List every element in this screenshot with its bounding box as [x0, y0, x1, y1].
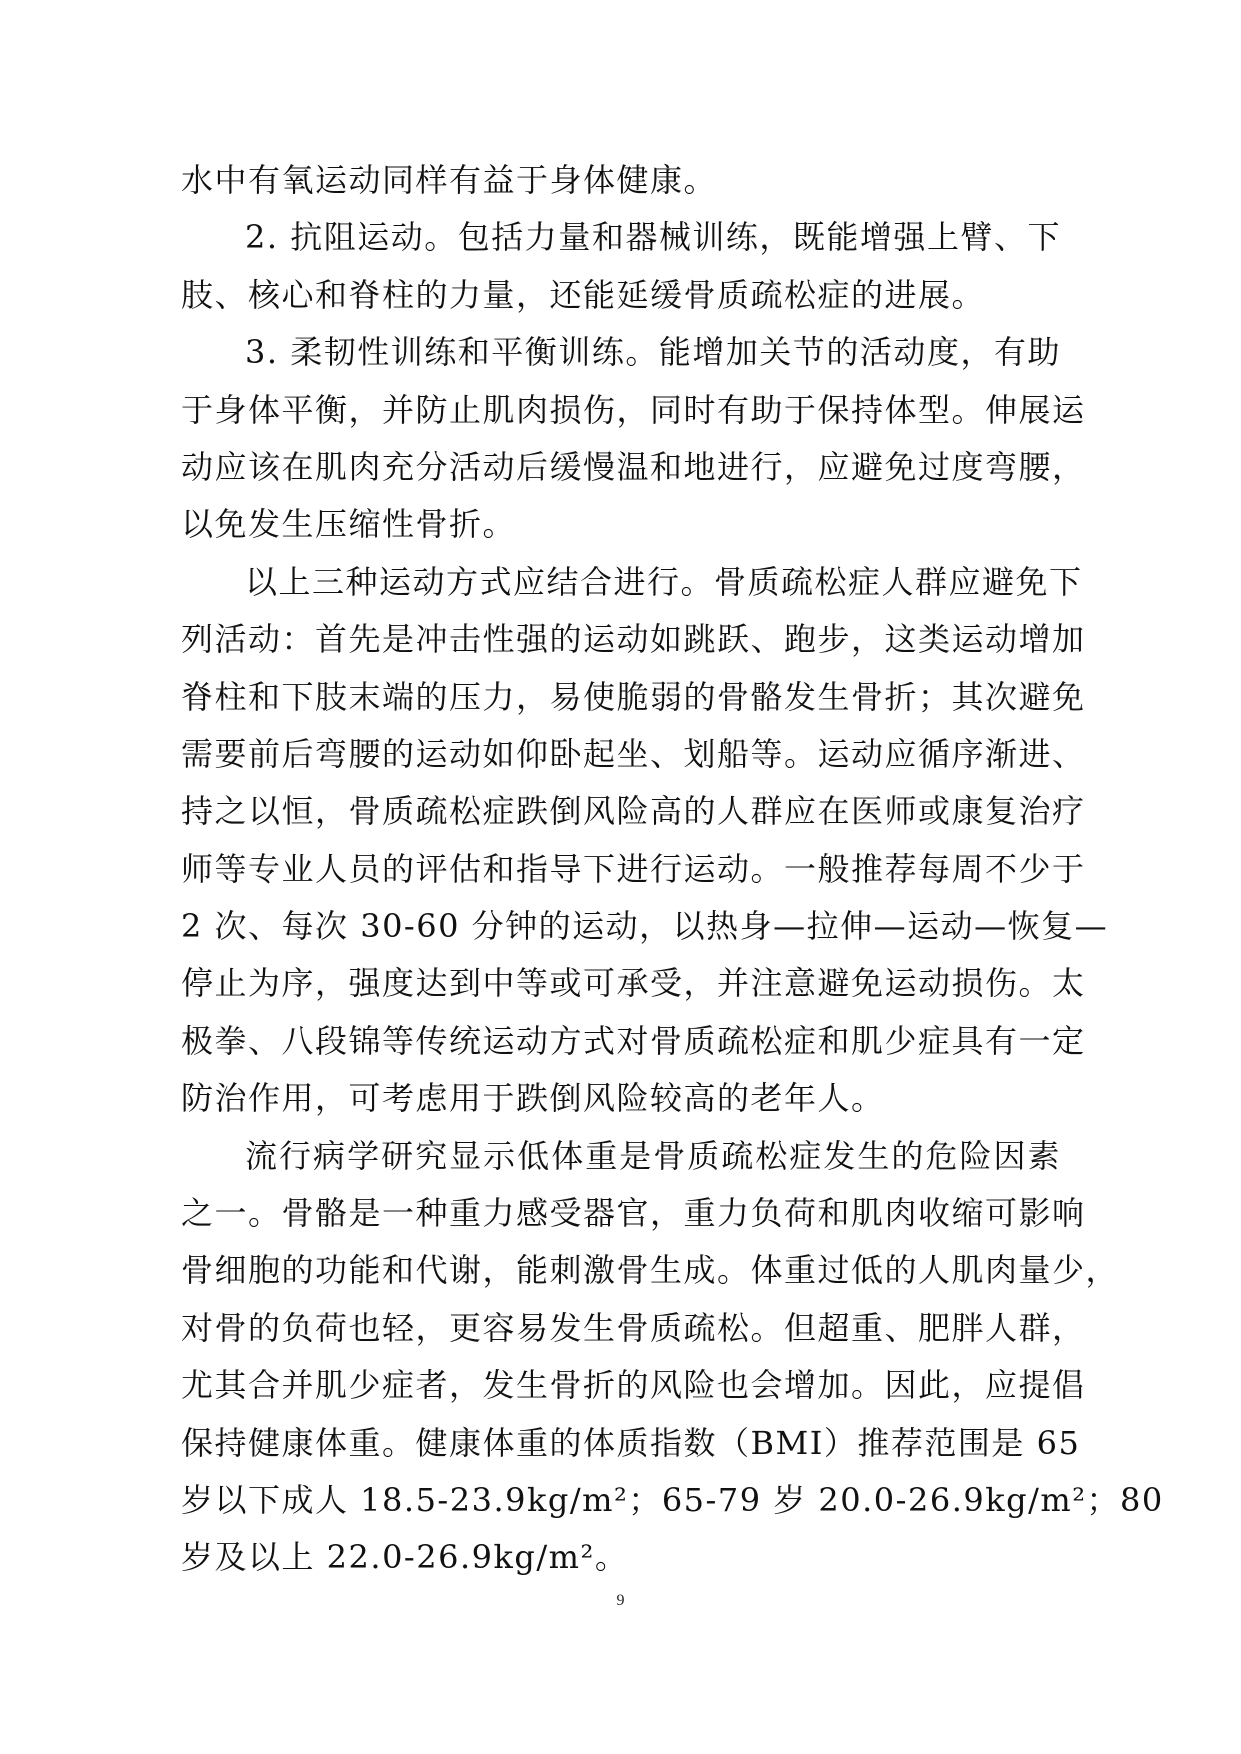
text-line: 停止为序，强度达到中等或可承受，并注意避免运动损伤。太	[181, 964, 1086, 1003]
text-line: 岁及以上 22.0-26.9kg/m²。	[181, 1538, 629, 1577]
text-line: 以免发生压缩性骨折。	[181, 505, 517, 544]
text-line: 水中有氧运动同样有益于身体健康。	[181, 161, 718, 199]
text-line: 尤其合并肌少症者，发生骨折的风险也会增加。因此，应提倡	[181, 1366, 1086, 1405]
text-line: 师等专业人员的评估和指导下进行运动。一般推荐每周不少于	[181, 849, 1086, 888]
text-line: 列活动：首先是冲击性强的运动如跳跃、跑步，这类运动增加	[181, 620, 1086, 659]
text-line: 动应该在肌肉充分活动后缓慢温和地进行，应避免过度弯腰，	[181, 447, 1086, 486]
text-line: 之一。骨骼是一种重力感受器官，重力负荷和肌肉收缩可影响	[181, 1194, 1086, 1233]
text-line: 对骨的负荷也轻，更容易发生骨质疏松。但超重、肥胖人群，	[181, 1308, 1086, 1347]
text-line: 需要前后弯腰的运动如仰卧起坐、划船等。运动应循序渐进、	[181, 734, 1086, 773]
text-line: 2 次、每次 30-60 分钟的运动，以热身—拉伸—运动—恢复—	[181, 907, 1109, 946]
text-line: 流行病学研究显示低体重是骨质疏松症发生的危险因素	[245, 1136, 1061, 1175]
text-line: 防治作用，可考虑用于跌倒风险较高的老年人。	[181, 1079, 885, 1118]
text-line: 岁以下成人 18.5-23.9kg/m²；65-79 岁 20.0-26.9kg/m²；80	[181, 1480, 1164, 1519]
page-number: 9	[616, 1592, 625, 1609]
text-line: 以上三种运动方式应结合进行。骨质疏松症人群应避免下	[245, 562, 1083, 601]
body-text	[181, 152, 1164, 1587]
text-line: 于身体平衡，并防止肌肉损伤，同时有助于保持体型。伸展运	[181, 390, 1086, 429]
text-line: 2. 抗阻运动。包括力量和器械训练，既能增强上臂、下	[245, 218, 1061, 257]
text-line: 3. 柔韧性训练和平衡训练。能增加关节的活动度，有助	[245, 333, 1061, 372]
text-line: 持之以恒，骨质疏松症跌倒风险高的人群应在医师或康复治疗	[181, 792, 1086, 831]
text-line: 极拳、八段锦等传统运动方式对骨质疏松症和肌少症具有一定	[181, 1021, 1086, 1060]
text-line: 保持健康体重。健康体重的体质指数（BMI）推荐范围是 65	[181, 1423, 1081, 1462]
text-line: 骨细胞的功能和代谢，能刺激骨生成。体重过低的人肌肉量少，	[181, 1251, 1120, 1290]
text-line: 脊柱和下肢末端的压力，易使脆弱的骨骼发生骨折；其次避免	[181, 677, 1086, 716]
text-line: 肢、核心和脊柱的力量，还能延缓骨质疏松症的进展。	[181, 275, 986, 314]
